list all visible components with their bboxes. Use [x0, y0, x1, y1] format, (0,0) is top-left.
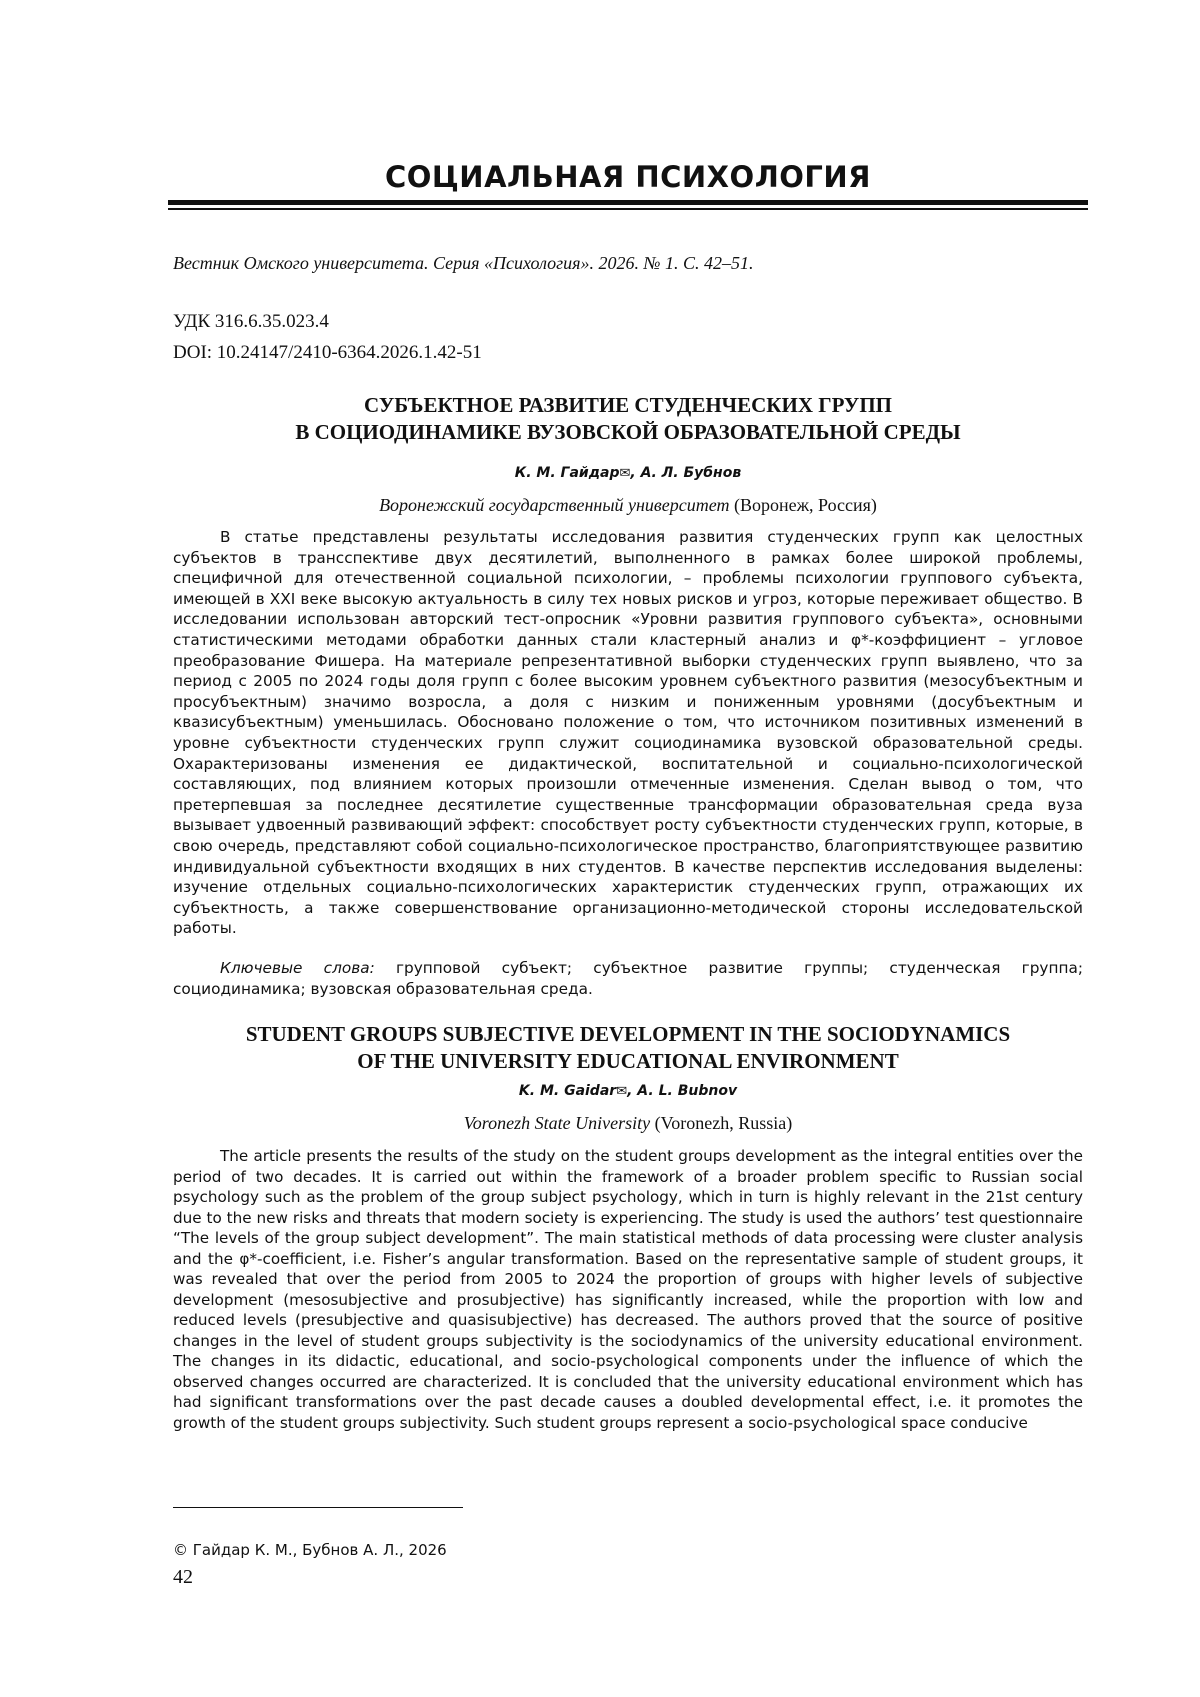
- ru-title-line-1: СУБЪЕКТНОЕ РАЗВИТИЕ СТУДЕНЧЕСКИХ ГРУПП: [364, 393, 892, 417]
- ru-affiliation-city: (Воронеж, Россия): [729, 495, 877, 515]
- ru-author-2: А. Л. Бубнов: [640, 465, 742, 481]
- en-author-1: K. M. Gaidar: [518, 1083, 617, 1099]
- en-affiliation-org: Voronezh State University: [463, 1113, 651, 1133]
- ru-keywords: [173, 958, 1083, 999]
- section-title: СОЦИАЛЬНАЯ ПСИХОЛОГИЯ: [384, 160, 872, 194]
- ru-affiliation: [173, 495, 1083, 516]
- ru-author-1: К. М. Гайдар: [514, 465, 620, 481]
- en-affiliation-city: (Voronezh, Russia): [650, 1113, 793, 1133]
- doi: DOI: 10.24147/2410-6364.2026.1.42-51: [173, 342, 482, 363]
- envelope-icon: ✉: [616, 1084, 628, 1099]
- en-author-separator: ,: [627, 1083, 638, 1099]
- en-abstract: The article presents the results of the study on the student groups development as the integral entities over the period of two decades. It is carried out within the framework of a broader problem specific to Russian social psychology such as the problem of the group subject psychology, which in turn is highly relevant in the 21st century due to the new risks and threats that modern society is experiencing. The study is used the authors’ test questionnaire “The levels of the group subject development”. The main statistical methods of data processing were cluster analysis and the φ*-coefficient, i.e. Fisher’s angular transformation. Based on the representative sample of student groups, it was revealed that over the period from 2005 to 2024 the proportion of groups with higher levels of subjective development (mesosubjective and prosubjective) has significantly increased, while the proportion with low and reduced levels (presubjective and quasisubjective) has decreased. The authors proved that the source of positive changes in the level of student groups subjectivity is the sociodynamics of the university educational environment. The changes in its didactic, educational, and socio-psychological components under the influence of which the observed changes occurred are characterized. It is concluded that the university educational environment which has had significant transformations over the past decade causes a doubled developmental effect, i.e. it promotes the growth of the student groups subjectivity. Such student groups represent a socio-psychological space conducive: [173, 1147, 1083, 1432]
- journal-reference: Вестник Омского университета. Серия «Психология». 2026. № 1. С. 42–51.: [173, 253, 754, 273]
- section-rule-thin: [168, 208, 1088, 210]
- en-title-line-2: OF THE UNIVERSITY EDUCATIONAL ENVIRONMENT: [357, 1049, 899, 1073]
- section-rule-thick: [168, 200, 1088, 205]
- udc-code: УДК 316.6.35.023.4: [173, 311, 329, 332]
- en-authors: [173, 1083, 1083, 1099]
- envelope-icon: ✉: [619, 466, 631, 481]
- copyright-note: © Гайдар К. М., Бубнов А. Л., 2026: [173, 1541, 447, 1559]
- en-affiliation: [173, 1113, 1083, 1134]
- ru-keywords-label: Ключевые слова:: [220, 959, 375, 977]
- ru-author-separator: ,: [630, 465, 641, 481]
- ru-keywords-text: групповой субъект; субъектное развитие группы; студенческая группа; социодинамика; вузовская образовательная среда.: [173, 959, 1083, 998]
- en-author-2: A. L. Bubnov: [637, 1083, 738, 1099]
- ru-title-line-2: В СОЦИОДИНАМИКЕ ВУЗОВСКОЙ ОБРАЗОВАТЕЛЬНОЙ СРЕДЫ: [295, 420, 961, 444]
- en-article-title: [173, 1021, 1083, 1075]
- ru-abstract: В статье представлены результаты исследования развития студенческих групп как целостных субъектов в трансспективе двух десятилетий, выполненного в рамках более широкой проблемы, специфичной для отечественной социальной психологии, – проблемы психологии группового субъекта, имеющей в XXI веке высокую актуальность в силу тех новых рисков и угроз, которые переживает общество. В исследовании использован авторский тест-опросник «Уровни развития группового субъекта», основными статистическими методами обработки данных стали кластерный анализ и φ*-коэффициент – угловое преобразование Фишера. На материале репрезентативной выборки студенческих групп выявлено, что за период с 2005 по 2024 годы доля групп с более высоким уровнем субъектного развития (мезосубъектным и просубъектным) значимо возросла, а доля с низким и пониженным уровнями (досубъектным и квазисубъектным) уменьшилась. Обосновано положение о том, что источником позитивных изменений в уровне субъектности студенческих групп служит социодинамика вузовской образовательной среды. Охарактеризованы изменения ее дидактической, воспитательной и социально-психологической составляющих, под влиянием которых произошли отмеченные изменения. Сделан вывод о том, что претерпевшая за последнее десятилетие существенные трансформации образовательная среда вуза вызывает удвоенный развивающий эффект: способствует росту субъектности студенческих групп, которые, в свою очередь, представляют собой социально-психологическое пространство, благоприятствующее развитию индивидуальной субъектности входящих в них студентов. В качестве перспектив исследования выделены: изучение отдельных социально-психологических характеристик студенческих групп, отражающих их субъектность, а также совершенствование организационно-методической стороны исследовательской работы.: [173, 528, 1083, 938]
- footnote-rule: [173, 1507, 463, 1508]
- page-number: 42: [173, 1566, 193, 1588]
- en-title-line-1: STUDENT GROUPS SUBJECTIVE DEVELOPMENT IN THE SOCIODYNAMICS: [245, 1022, 1011, 1046]
- ru-article-title: [173, 392, 1083, 446]
- ru-authors: [173, 465, 1083, 481]
- ru-affiliation-org: Воронежский государственный университет: [379, 495, 730, 515]
